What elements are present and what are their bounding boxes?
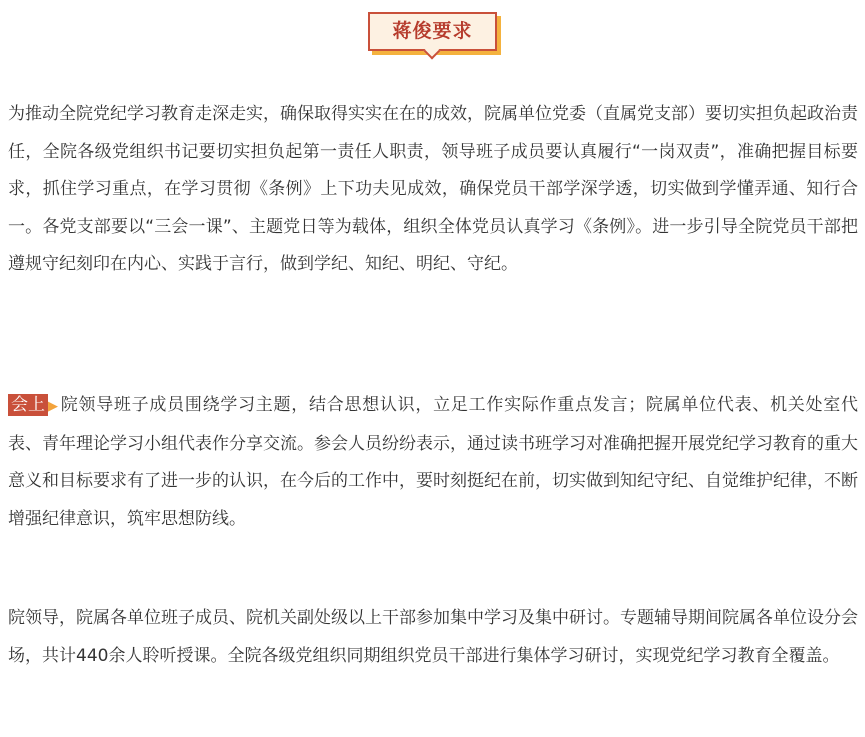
title-section [0,12,865,51]
paragraph-requirements: 为推动全院党纪学习教育走深走实，确保取得实实在在的成效，院属单位党委（直属党支部）要切实担负起政治责任，全院各级党组织书记要切实担负起第一责任人职责，领导班子成员要认真履行“一岗双责”，准确把握目标要求，抓住学习重点，在学习贯彻《条例》上下功夫见成效，确保党员干部学深学透，切实做到学懂弄通、知行合一。各党支部要以“三会一课”、主题党日等为载体，组织全体党员认真学习《条例》。进一步引导全院党员干部把遵规守纪刻印在内心、实践于言行，做到学纪、知纪、明纪、守纪。 [8,104,858,274]
arrow-right-icon: ▶ [48,399,58,414]
title-pointer-decoration [424,43,441,60]
section-title: 蒋俊要求 [392,20,473,42]
section-title-badge [368,12,496,51]
meeting-tag: 会上 [8,394,48,416]
paragraph-meeting [8,387,858,538]
paragraph-attendance: 院领导，院属各单位班子成员、院机关副处级以上干部参加集中学习及集中研讨。专题辅导期间院属各单位设分会场，共计440余人聆听授课。全院各级党组织同期组织党员干部进行集体学习研讨，实现党纪学习教育全覆盖。 [8,608,858,666]
meeting-text: 院领导班子成员围绕学习主题，结合思想认识，立足工作实际作重点发言；院属单位代表、机关处室代表、青年理论学习小组代表作分享交流。参会人员纷纷表示，通过读书班学习对准确把握开展党纪学习教育的重大意义和目标要求有了进一步的认识，在今后的工作中，要时刻挺纪在前，切实做到知纪守纪、自觉维护纪律，不断增强纪律意识，筑牢思想防线。 [8,395,858,529]
